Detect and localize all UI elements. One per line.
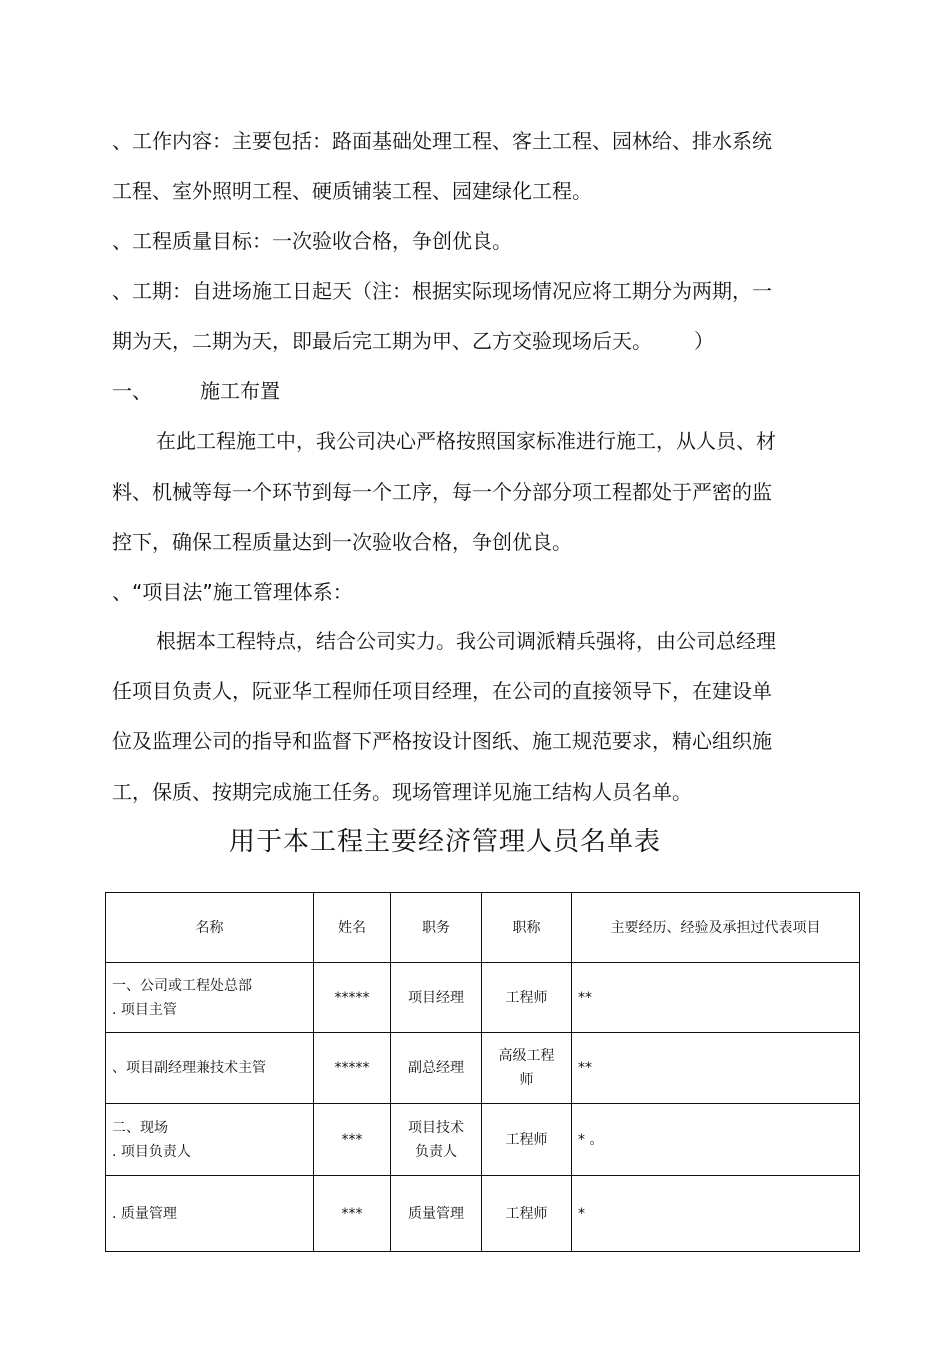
paragraph-work-content-line-1: 、工作内容：主要包括：路面基础处理工程、客土工程、园林给、排水系统 bbox=[112, 129, 772, 153]
row-duty: 项目经理 bbox=[391, 963, 482, 1033]
personnel-table bbox=[105, 892, 860, 1252]
row-label: 、项目副经理兼技术主管 bbox=[106, 1033, 314, 1104]
row-rank-line: 师 bbox=[519, 1072, 534, 1088]
row-rank: 工程师 bbox=[482, 1176, 572, 1252]
schedule-closing-paren: ） bbox=[694, 329, 714, 353]
section-number: 一、 bbox=[112, 379, 152, 403]
row-experience: ** bbox=[572, 1033, 860, 1104]
row-rank: 工程师 bbox=[482, 963, 572, 1033]
row-label-line: . 项目主管 bbox=[112, 1001, 177, 1018]
section-heading bbox=[112, 376, 280, 406]
row-person: ***** bbox=[314, 963, 391, 1033]
paragraph-system-line-2: 任项目负责人，阮亚华工程师任项目经理，在公司的直接领导下，在建设单 bbox=[112, 679, 772, 703]
paragraph-layout-line-3: 控下，确保工程质量达到一次验收合格，争创优良。 bbox=[112, 530, 572, 554]
paragraph-system-line-3: 位及监理公司的指导和监督下严格按设计图纸、施工规范要求，精心组织施 bbox=[112, 729, 772, 753]
row-duty bbox=[391, 1104, 482, 1176]
header-person: 姓名 bbox=[314, 893, 391, 963]
paragraph-layout-line-2: 料、机械等每一个环节到每一个工序，每一个分部分项工程都处于严密的监 bbox=[112, 480, 772, 504]
table-row bbox=[106, 1176, 860, 1252]
row-duty-line: 负责人 bbox=[415, 1143, 457, 1160]
header-rank: 职称 bbox=[482, 893, 572, 963]
row-duty: 副总经理 bbox=[391, 1033, 482, 1104]
row-label-line: . 项目负责人 bbox=[112, 1143, 191, 1160]
paragraph-system-heading: 、“项目法”施工管理体系： bbox=[112, 580, 353, 604]
schedule-line-2-text: 期为天，二期为天，即最后完工期为甲、乙方交验现场后天。 bbox=[112, 329, 652, 353]
row-label: . 质量管理 bbox=[106, 1176, 314, 1252]
row-experience: ** bbox=[572, 963, 860, 1033]
row-label bbox=[106, 963, 314, 1033]
table-row bbox=[106, 1104, 860, 1176]
row-rank bbox=[482, 1033, 572, 1104]
section-title: 施工布置 bbox=[200, 379, 280, 403]
row-duty: 质量管理 bbox=[391, 1176, 482, 1252]
row-person: ***** bbox=[314, 1033, 391, 1104]
row-label bbox=[106, 1104, 314, 1176]
row-person: *** bbox=[314, 1176, 391, 1252]
paragraph-quality-target: 、工程质量目标：一次验收合格，争创优良。 bbox=[112, 229, 512, 253]
row-person: *** bbox=[314, 1104, 391, 1176]
paragraph-system-line-4: 工，保质、按期完成施工任务。现场管理详见施工结构人员名单。 bbox=[112, 780, 692, 804]
row-rank: 工程师 bbox=[482, 1104, 572, 1176]
paragraph-layout-line-1: 在此工程施工中，我公司决心严格按照国家标准进行施工，从人员、材 bbox=[156, 429, 776, 453]
table-header-row bbox=[106, 893, 860, 963]
paragraph-work-content-line-2: 工程、室外照明工程、硬质铺装工程、园建绿化工程。 bbox=[112, 179, 592, 203]
paragraph-schedule-line-1: 、工期：自进场施工日起天（注：根据实际现场情况应将工期分为两期，一 bbox=[112, 279, 772, 303]
row-experience: * bbox=[572, 1176, 860, 1252]
paragraph-system-line-1: 根据本工程特点，结合公司实力。我公司调派精兵强将，由公司总经理 bbox=[156, 629, 776, 653]
header-name: 名称 bbox=[106, 893, 314, 963]
table-title: 用于本工程主要经济管理人员名单表 bbox=[228, 827, 661, 857]
row-duty-line: 项目技术 bbox=[408, 1119, 464, 1136]
header-duty: 职务 bbox=[391, 893, 482, 963]
paragraph-schedule-line-2 bbox=[112, 326, 714, 356]
header-experience: 主要经历、经验及承担过代表项目 bbox=[572, 893, 860, 963]
row-experience: * 。 bbox=[572, 1104, 860, 1176]
row-label-line: 二、现场 bbox=[112, 1119, 168, 1136]
row-rank-line: 高级工程 bbox=[498, 1048, 555, 1064]
table-row bbox=[106, 963, 860, 1033]
table-row bbox=[106, 1033, 860, 1104]
row-label-line: 一、公司或工程处总部 bbox=[112, 977, 252, 994]
